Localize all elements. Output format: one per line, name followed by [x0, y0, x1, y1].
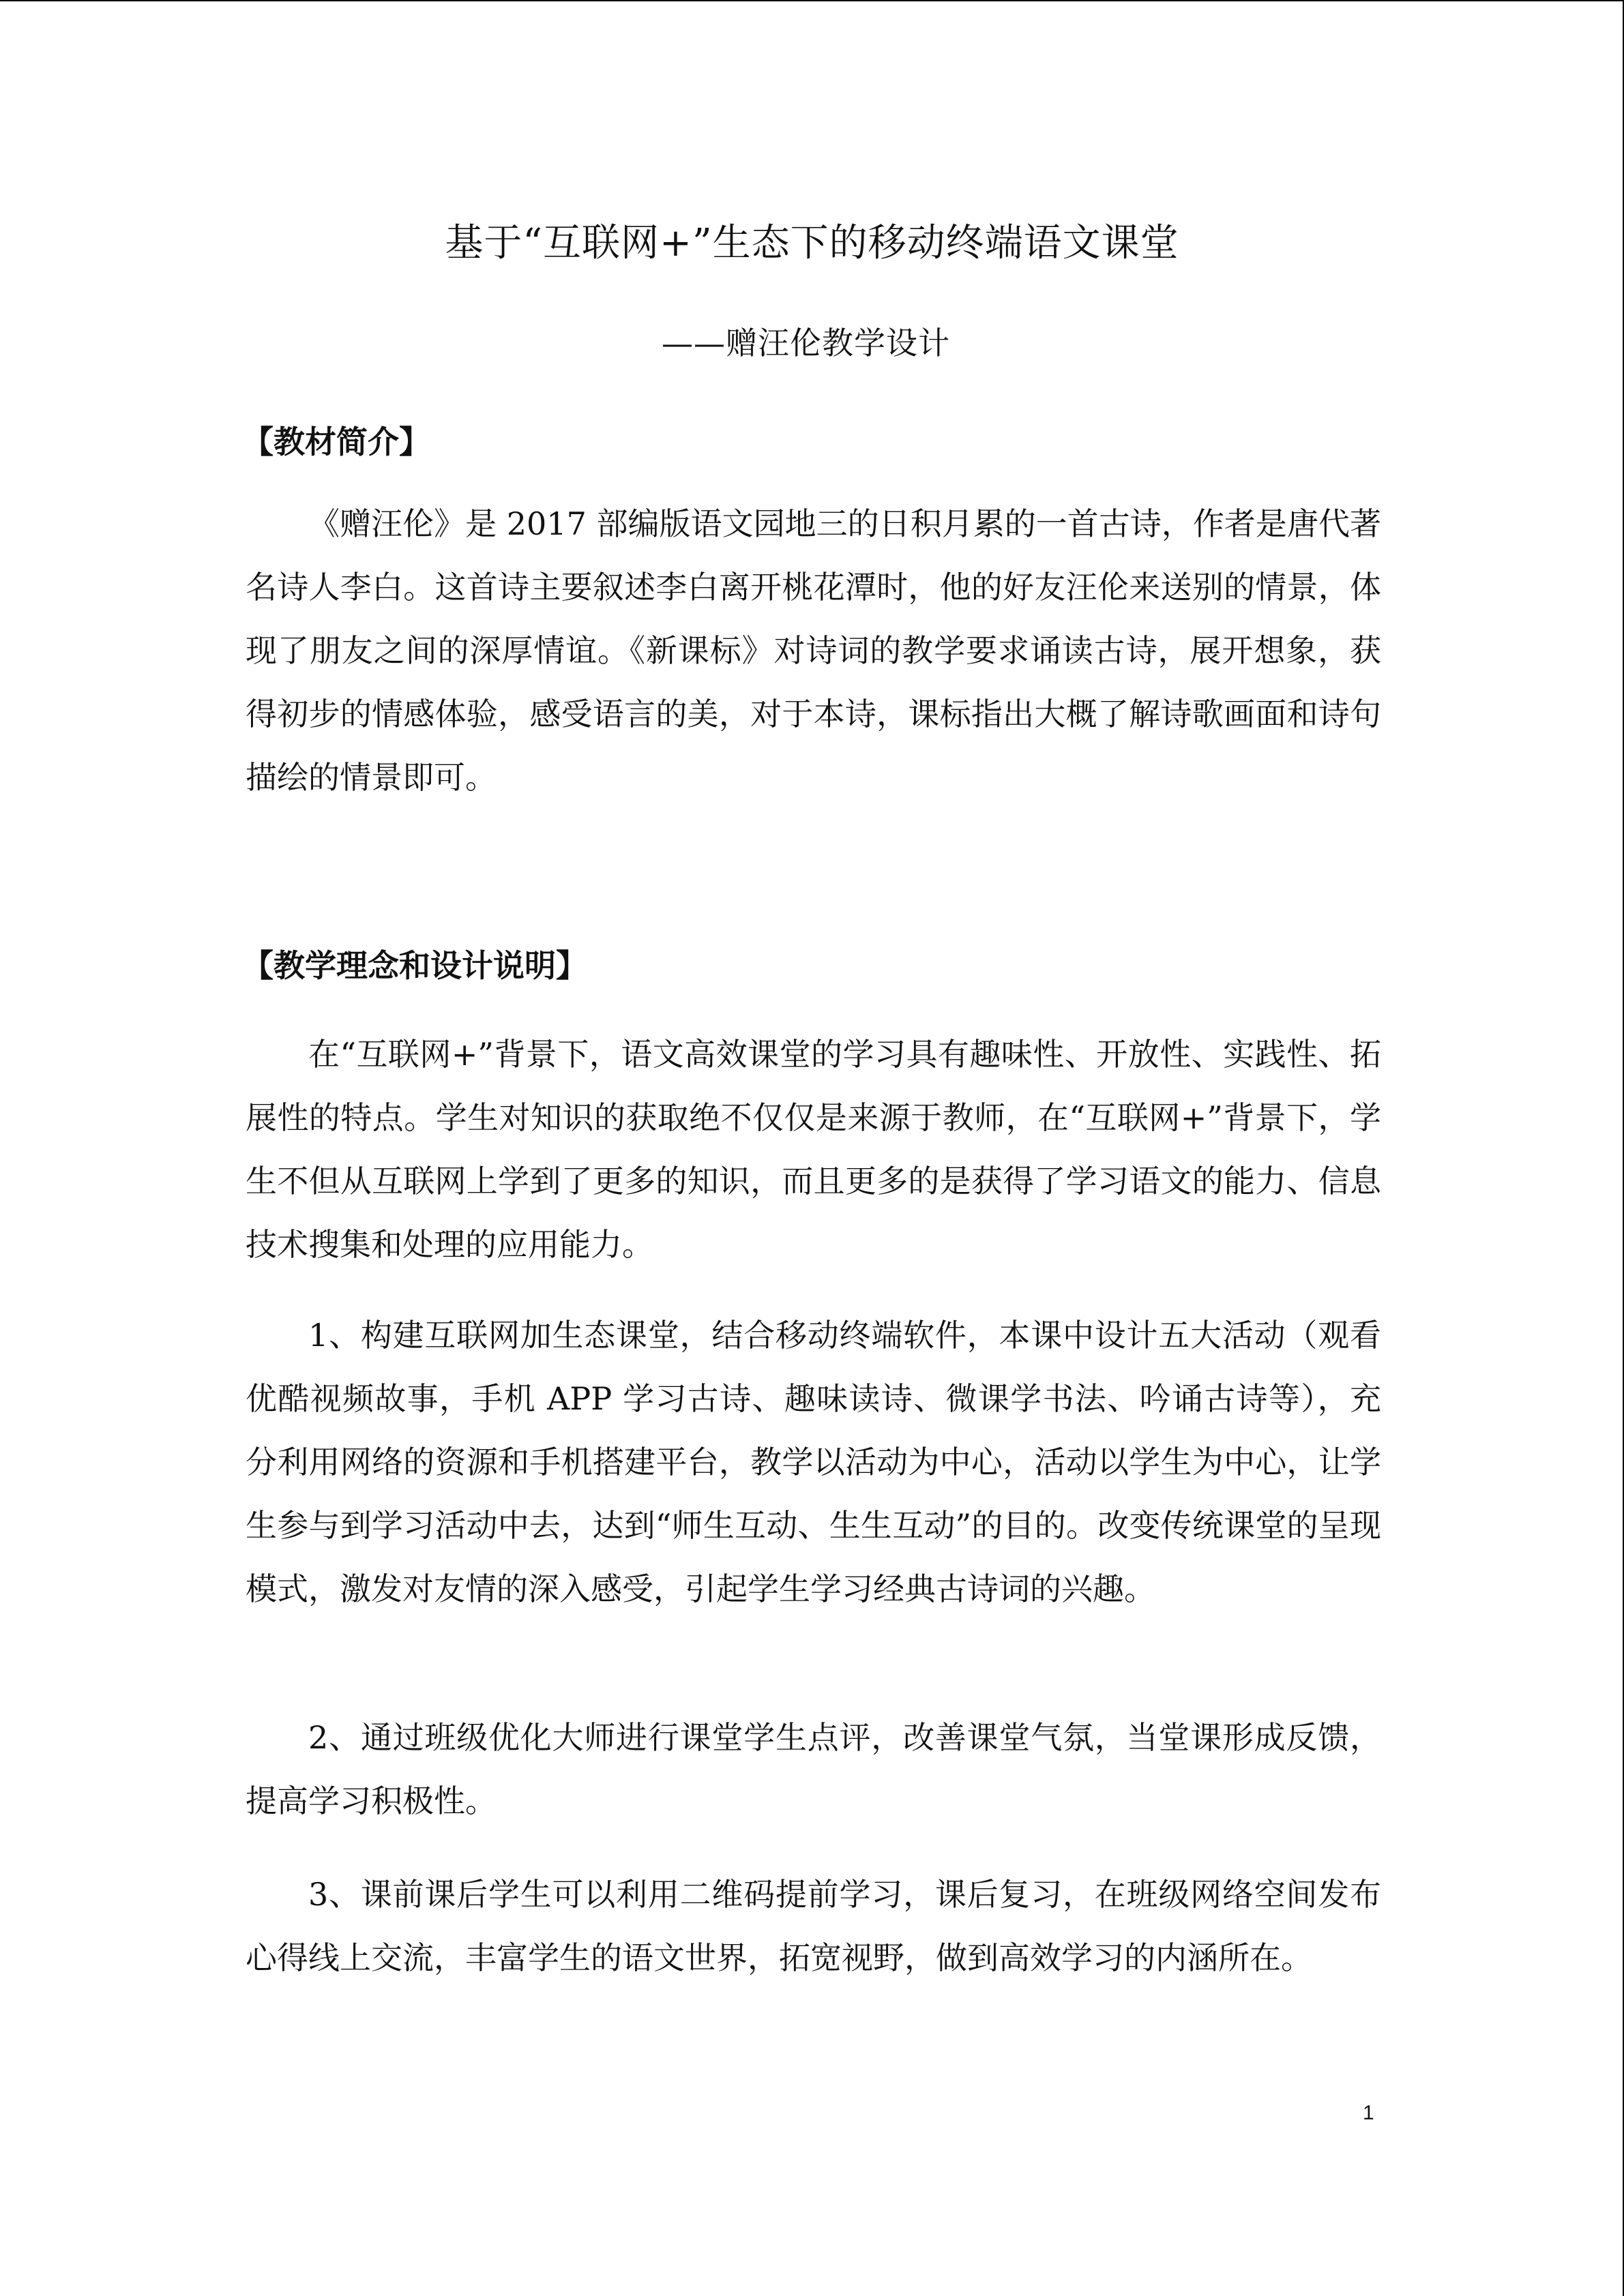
- document-title: 基于“互联网+”生态下的移动终端语文课堂: [445, 221, 1179, 265]
- paragraph-textbook-intro: 《赠汪伦》是 2017 部编版语文园地三的日积月累的一首古诗，作者是唐代著名诗人李白。这首诗主要叙述李白离开桃花潭时，他的好友汪伦来送别的情景，体现了朋友之间的深厚情谊。《新课标》对诗词的教学要求诵读古诗，展开想象，获得初步的情感体验，感受语言的美，对于本诗，课标指出大概了解诗歌画面和诗句描绘的情景即可。: [246, 505, 1381, 796]
- section-heading-textbook-intro: 【教材简介】: [242, 423, 430, 460]
- page-number: 1: [1363, 2102, 1374, 2124]
- section-heading-teaching-concept: 【教学理念和设计说明】: [242, 947, 587, 984]
- document-subtitle: ——赠汪伦教学设计: [662, 325, 950, 361]
- paragraph-concept-intro: 在“互联网+”背景下，语文高效课堂的学习具有趣味性、开放性、实践性、拓展性的特点。学生对知识的获取绝不仅仅是来源于教师，在“互联网+”背景下，学生不但从互联网上学到了更多的知识，而且更多的是获得了学习语文的能力、信息技术搜集和处理的应用能力。: [246, 1036, 1381, 1263]
- paragraph-concept-point-1: 1、构建互联网加生态课堂，结合移动终端软件，本课中设计五大活动（观看优酷视频故事，手机 APP 学习古诗、趣味读诗、微课学书法、吟诵古诗等），充分利用网络的资源和手机搭建平台，教学以活动为中心，活动以学生为中心，让学生参与到学习活动中去，达到“师生互动、生生互动”的目的。改变传统课堂的呈现模式，激发对友情的深入感受，引起学生学习经典古诗词的兴趣。: [246, 1317, 1381, 1607]
- paragraph-concept-point-2: 2、通过班级优化大师进行课堂学生点评，改善课堂气氛，当堂课形成反馈，提高学习积极性。: [246, 1719, 1381, 1819]
- paragraph-concept-point-3: 3、课前课后学生可以利用二维码提前学习，课后复习，在班级网络空间发布心得线上交流，丰富学生的语文世界，拓宽视野，做到高效学习的内涵所在。: [246, 1876, 1381, 1976]
